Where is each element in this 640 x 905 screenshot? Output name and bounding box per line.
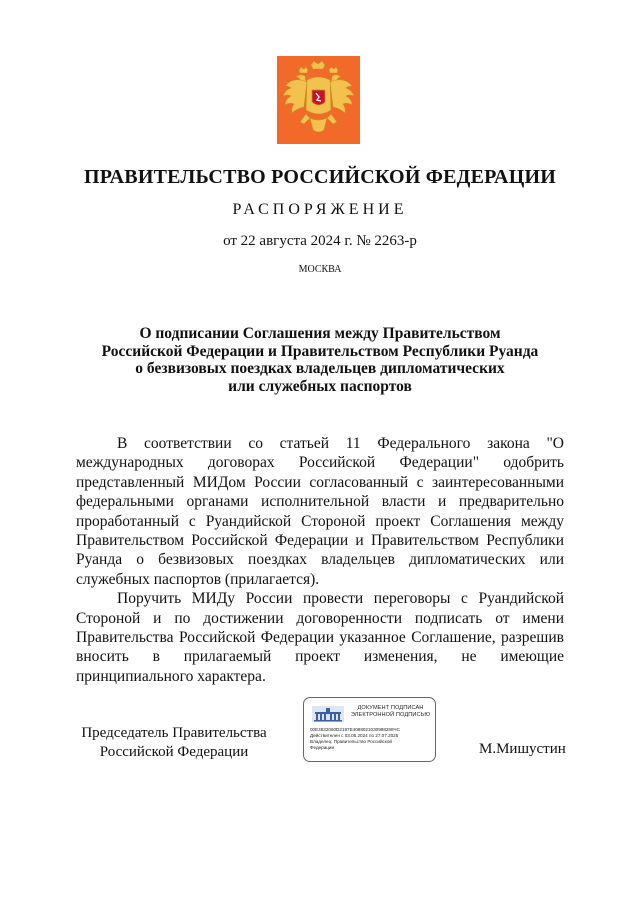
signatory-position <box>76 724 272 762</box>
building-icon <box>311 706 345 722</box>
stamp-certificate: 00E3832060D2197E4098021030998288ЧС <box>310 727 400 732</box>
document-body <box>76 434 564 686</box>
stamp-validity: Действителен с 03.05.2024 по 27.07.2025 <box>310 733 399 738</box>
subject-line: О подписании Соглашения между Правительством <box>139 325 501 342</box>
signatory-name: М.Мишустин <box>479 741 566 757</box>
document-type: РАСПОРЯЖЕНИЕ <box>232 201 408 218</box>
electronic-signature-stamp <box>303 697 436 762</box>
stamp-owner: Федерации <box>310 745 335 750</box>
stamp-title-line: ЭЛЕКТРОННОЙ ПОДПИСЬЮ <box>350 712 431 718</box>
subject-line: Российской Федерации и Правительством Республики Руанда <box>101 342 539 360</box>
stamp-title <box>348 705 433 719</box>
signatory-position-line: Российской Федерации <box>99 744 249 760</box>
stamp-title-line: ДОКУМЕНТ ПОДПИСАН <box>357 705 424 711</box>
document-date-number: от 22 августа 2024 г. № 2263-р <box>223 233 417 249</box>
document-city: МОСКВА <box>298 264 342 275</box>
stamp-owner: Владелец: Правительство Российской <box>310 739 392 744</box>
government-title: ПРАВИТЕЛЬСТВО РОССИЙСКОЙ ФЕДЕРАЦИИ <box>84 166 556 188</box>
signatory-position-line: Председатель Правительства <box>81 725 267 741</box>
subject-line: о безвизовых поездках владельцев дипломатических <box>135 360 505 377</box>
document-subject <box>60 325 580 395</box>
coat-of-arms-icon <box>277 56 360 144</box>
subject-line: или служебных паспортов <box>228 377 412 395</box>
body-paragraph: Поручить МИДу России провести переговоры с Руандийской Стороной и по достижении договоренности подписать от имени Правительства Российской Федерации указанное Соглашение, разрешив вносить в прилагаемый проект изменения, не имеющие принципиального характера. <box>76 590 564 685</box>
stamp-details <box>310 727 434 751</box>
body-paragraph: В соответствии со статьей 11 Федерального закона "О международных договорах Российской Федерации" одобрить представленный МИДом России согласованный с заинтересованными федеральными органами исполнительной власти и предварительно проработанный с Руандийской Стороной проект Соглашения между Правительством Российской Федерации и Правительством Республики Руанда о безвизовых поездках владельцев дипломатических или служебных паспортов (прилагается). <box>76 435 564 588</box>
